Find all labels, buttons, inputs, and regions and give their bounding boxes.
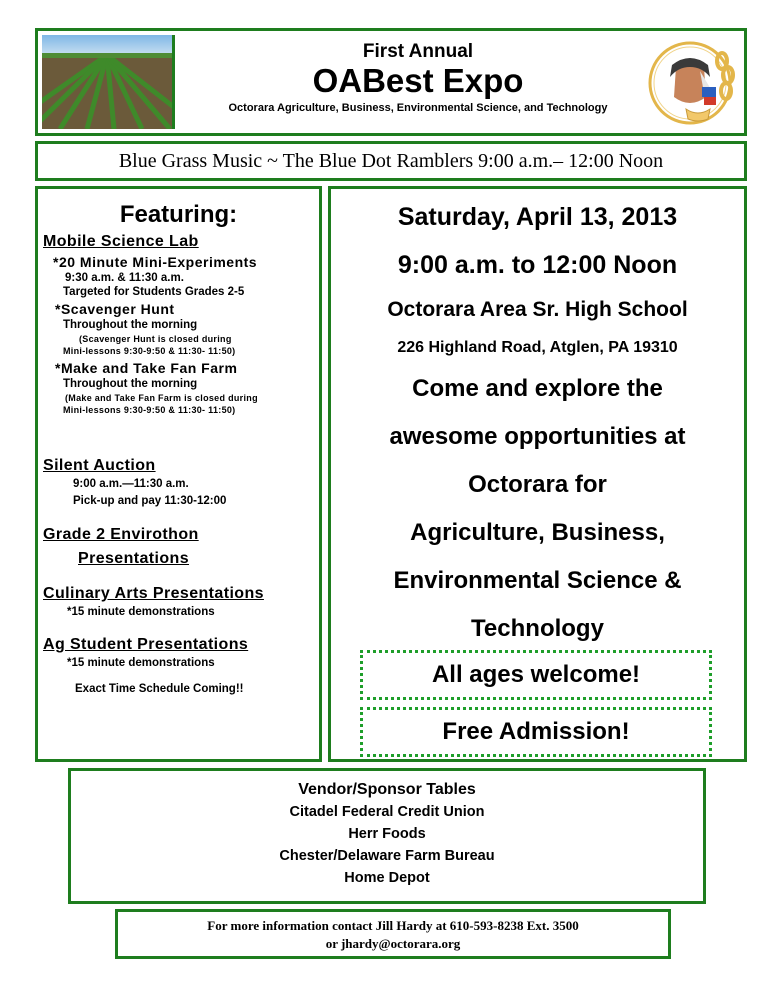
all-ages-text: All ages welcome! — [431, 661, 641, 688]
fan-farm-note-line2: Mini-lessons 9:30-9:50 & 11:30- 11:50) — [63, 405, 236, 415]
header-box — [35, 28, 747, 136]
contact-email-line: or jhardy@octorara.org — [325, 936, 461, 951]
scavenger-note-line1: (Scavenger Hunt is closed during — [79, 334, 232, 344]
free-admission-text: Free Admission! — [442, 718, 630, 745]
featuring-panel — [35, 186, 322, 762]
auction-time: 9:00 a.m.—11:30 a.m. — [73, 478, 189, 490]
invite-line-5: Environmental Science & — [393, 567, 682, 594]
schedule-note: Exact Time Schedule Coming!! — [75, 683, 244, 695]
event-venue: Octorara Area Sr. High School — [387, 298, 688, 321]
header-title-block — [183, 31, 653, 115]
envirothon-heading-line1: Grade 2 Envirothon — [43, 526, 199, 543]
event-address: 226 Highland Road, Atglen, PA 19310 — [397, 339, 678, 356]
event-time: 9:00 a.m. to 12:00 Noon — [397, 251, 678, 279]
envirothon-section — [43, 526, 199, 568]
first-annual-label: First Annual — [362, 41, 474, 62]
ag-student-section — [43, 636, 248, 695]
crop-field-image — [42, 35, 172, 129]
vendor-item: Home Depot — [344, 870, 430, 886]
fan-farm-note-line1: (Make and Take Fan Farm is closed during — [65, 393, 258, 403]
invite-line-1: Come and explore the — [412, 375, 663, 402]
contact-line-1: For more information contact Jill Hardy at 610-593-8238 Ext. 3500 — [207, 918, 579, 933]
silent-auction-section — [43, 457, 226, 507]
invite-line-2: awesome opportunities at — [389, 423, 686, 450]
free-admission-badge — [363, 710, 709, 754]
experiment-times: 9:30 a.m. & 11:30 a.m. — [65, 272, 184, 284]
scavenger-hunt-time: Throughout the morning — [63, 319, 198, 331]
all-ages-badge — [363, 653, 709, 697]
mobile-lab-section — [43, 233, 258, 415]
culinary-heading: Culinary Arts Presentations — [43, 585, 264, 602]
expo-subtitle: Octorara Agriculture, Business, Environmental Science, and Technology — [228, 102, 608, 114]
mini-experiments-label: *20 Minute Mini-Experiments — [53, 254, 258, 270]
ag-student-detail: *15 minute demonstrations — [67, 657, 215, 669]
vendor-item: Citadel Federal Credit Union — [289, 804, 485, 820]
culinary-section — [43, 585, 264, 618]
music-banner-text: Blue Grass Music ~ The Blue Dot Ramblers 9:00 a.m.– 12:00 Noon — [118, 150, 664, 172]
scavenger-note-line2: Mini-lessons 9:30-9:50 & 11:30- 11:50) — [63, 346, 236, 356]
auction-pickup: Pick-up and pay 11:30-12:00 — [73, 495, 227, 507]
vendor-item: Chester/Delaware Farm Bureau — [279, 848, 495, 864]
event-date: Saturday, April 13, 2013 — [397, 203, 678, 231]
invite-line-4: Agriculture, Business, — [410, 519, 665, 546]
vendor-sponsor-box — [68, 768, 706, 904]
crop-field-photo — [42, 35, 175, 129]
music-banner — [35, 141, 747, 181]
event-panel — [328, 186, 747, 762]
school-mascot-logo — [646, 37, 738, 129]
invite-line-6: Technology — [471, 615, 604, 642]
culinary-detail: *15 minute demonstrations — [67, 606, 215, 618]
invite-line-3: Octorara for — [468, 471, 607, 498]
envirothon-heading-line2: Presentations — [78, 550, 190, 567]
featuring-title: Featuring: — [119, 201, 238, 228]
contact-box — [115, 909, 671, 959]
ag-student-heading: Ag Student Presentations — [43, 636, 249, 653]
silent-auction-heading: Silent Auction — [43, 457, 156, 474]
vendor-heading: Vendor/Sponsor Tables — [298, 781, 476, 798]
scavenger-hunt-label: *Scavenger Hunt — [55, 301, 175, 317]
mobile-lab-heading: Mobile Science Lab — [43, 233, 199, 250]
expo-title: OABest Expo — [312, 62, 524, 99]
vendor-item: Herr Foods — [348, 826, 426, 842]
target-grades: Targeted for Students Grades 2-5 — [63, 286, 245, 298]
fan-farm-label: *Make and Take Fan Farm — [55, 360, 238, 376]
fan-farm-time: Throughout the morning — [63, 378, 198, 390]
